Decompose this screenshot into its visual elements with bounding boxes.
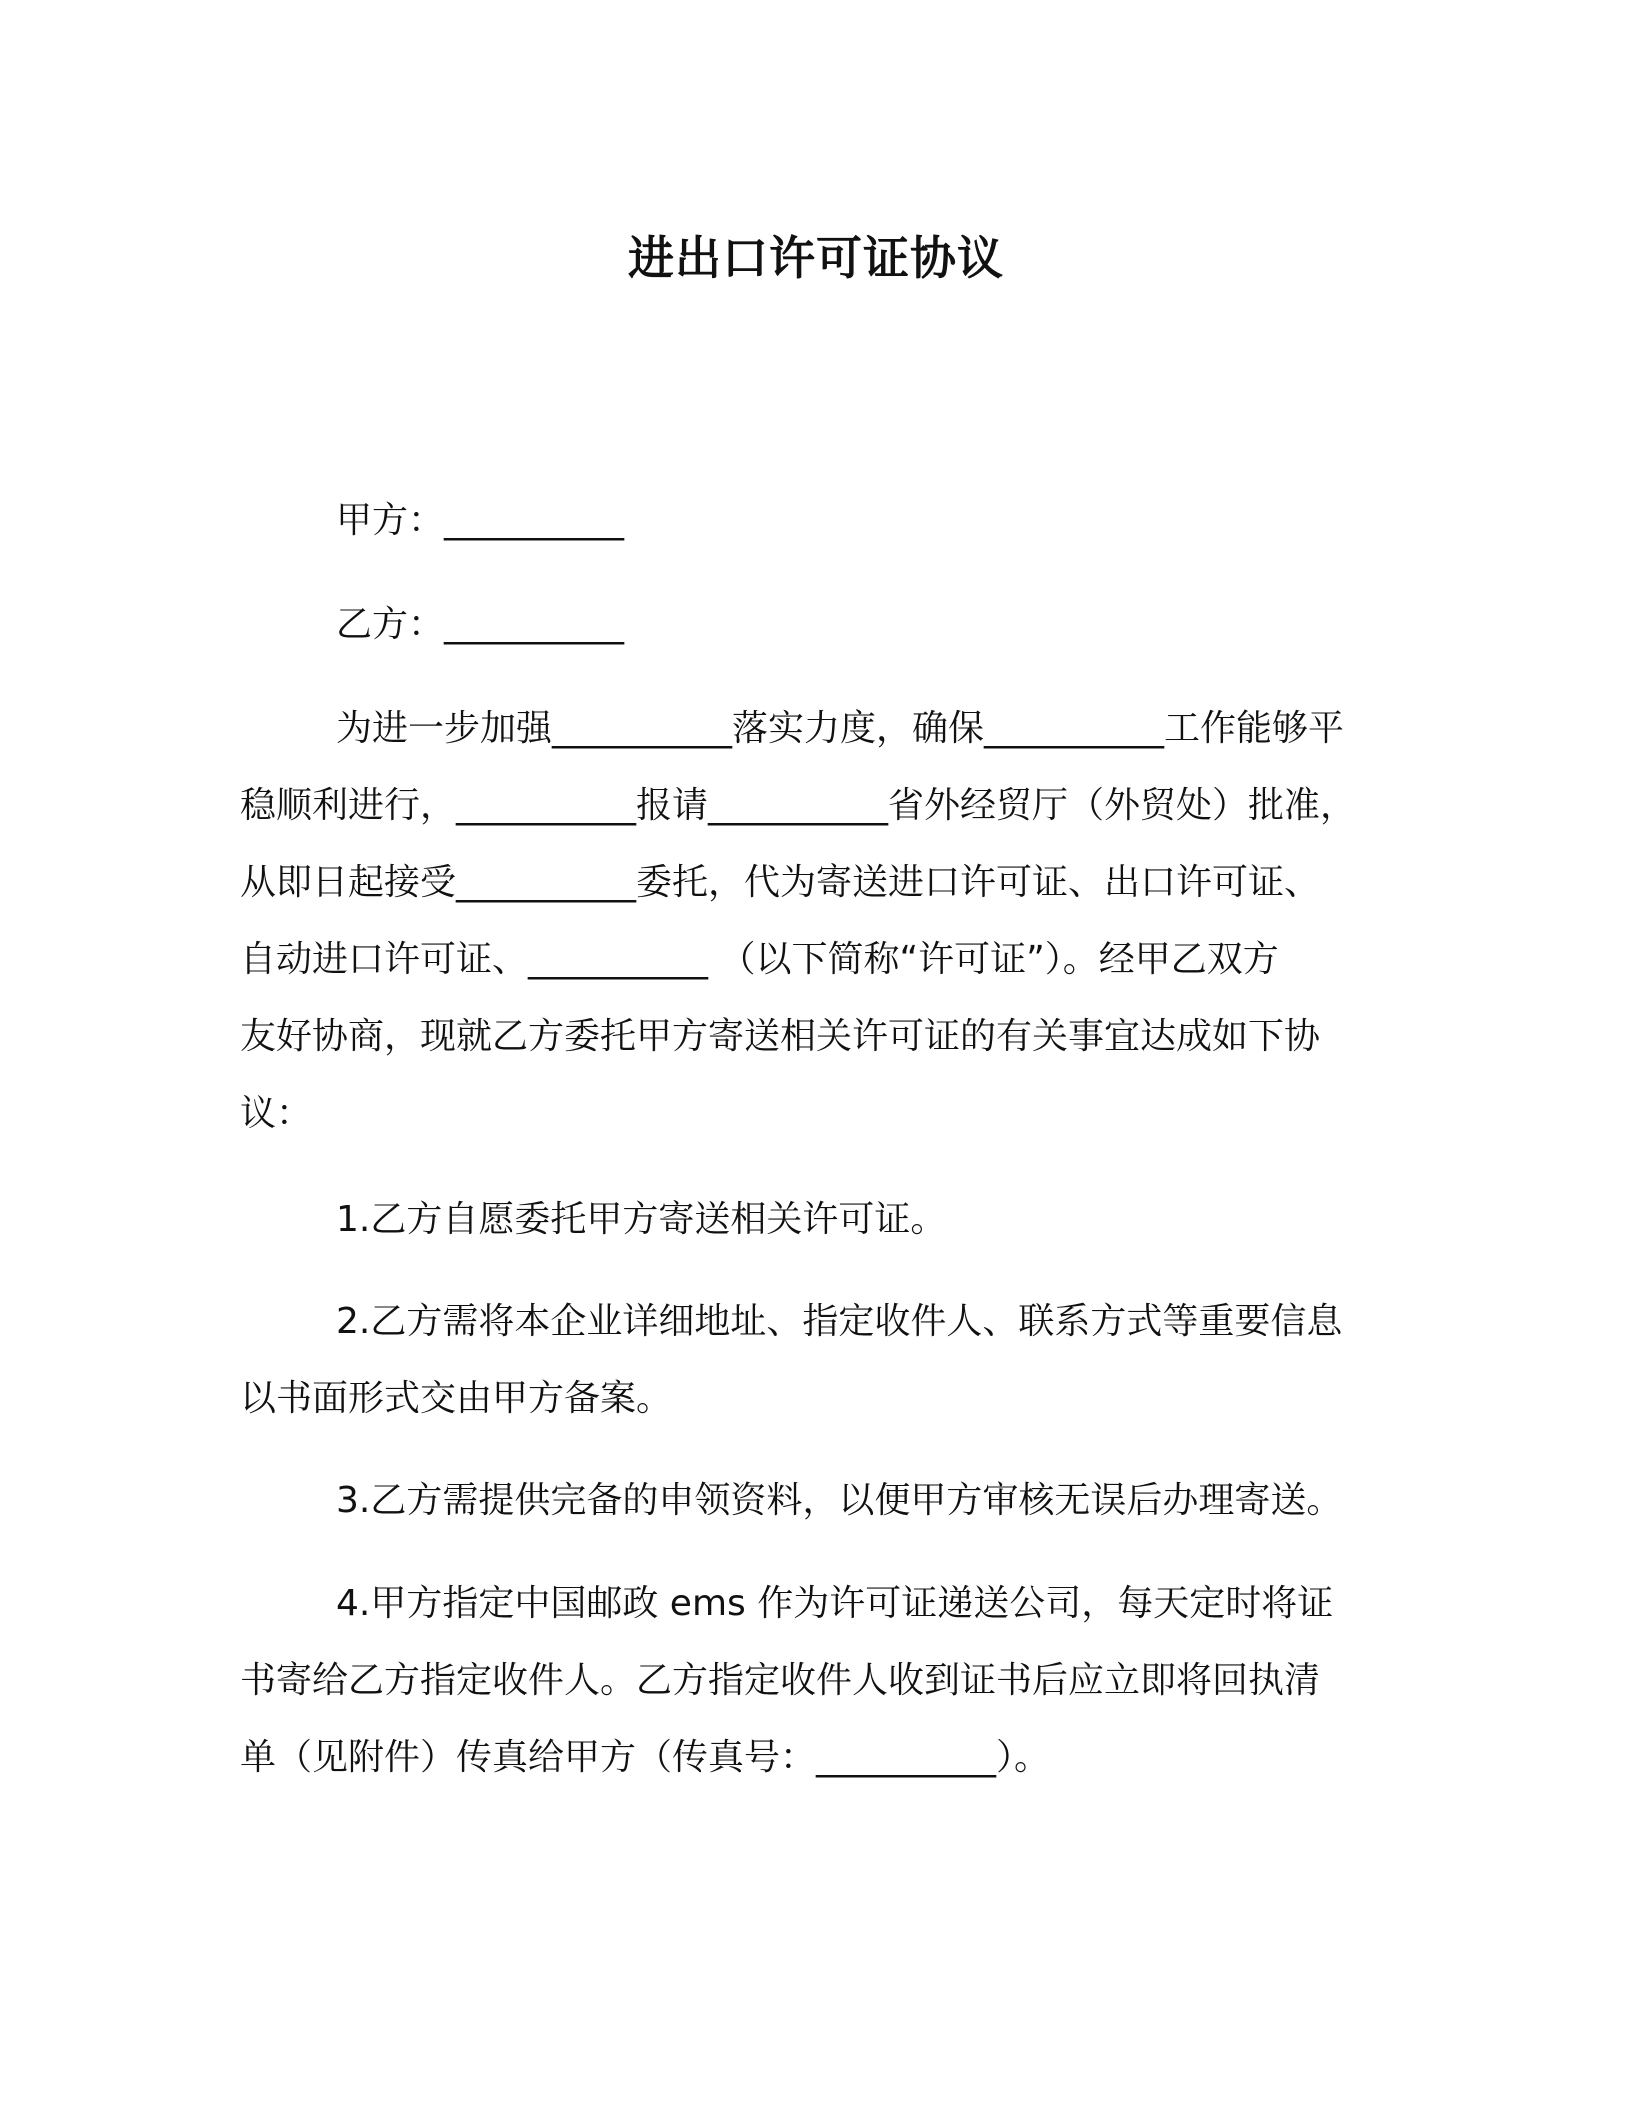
party-a-line: 甲方：__________ xyxy=(336,500,625,541)
clause-2 xyxy=(240,1283,1390,1437)
clause-line: 1.乙方自愿委托甲方寄送相关许可证。 xyxy=(336,1199,947,1240)
intro-line: 议： xyxy=(240,1093,313,1134)
document-title: 进出口许可证协议 xyxy=(628,231,1004,285)
clause-line: 以书面形式交由甲方备案。 xyxy=(240,1378,673,1419)
clause-3 xyxy=(240,1462,1390,1539)
clause-line: 4.甲方指定中国邮政 ems 作为许可证递送公司，每天定时将证 xyxy=(336,1583,1334,1624)
intro-line: 自动进口许可证、__________ （以下简称“许可证”）。经甲乙双方 xyxy=(240,939,1279,980)
intro-line: 稳顺利进行，__________报请__________省外经贸厅（外贸处）批准， xyxy=(240,785,1357,826)
clause-1 xyxy=(240,1181,1390,1258)
intro-line: 友好协商，现就乙方委托甲方寄送相关许可证的有关事宜达成如下协 xyxy=(240,1016,1321,1057)
clause-line: 3.乙方需提供完备的申领资料，以便甲方审核无误后办理寄送。 xyxy=(336,1480,1343,1521)
intro-line: 为进一步加强__________落实力度，确保__________工作能够平 xyxy=(336,708,1345,749)
clause-line: 书寄给乙方指定收件人。乙方指定收件人收到证书后应立即将回执清 xyxy=(240,1660,1321,1701)
clause-line: 单（见附件）传真给甲方（传真号：__________）。 xyxy=(240,1737,1051,1778)
intro-paragraph xyxy=(240,690,1390,1152)
clause-line: 2.乙方需将本企业详细地址、指定收件人、联系方式等重要信息 xyxy=(336,1301,1343,1342)
party-b-line: 乙方：__________ xyxy=(336,604,625,645)
intro-line: 从即日起接受__________委托，代为寄送进口许可证、出口许可证、 xyxy=(240,862,1321,903)
clause-4 xyxy=(240,1565,1390,1796)
